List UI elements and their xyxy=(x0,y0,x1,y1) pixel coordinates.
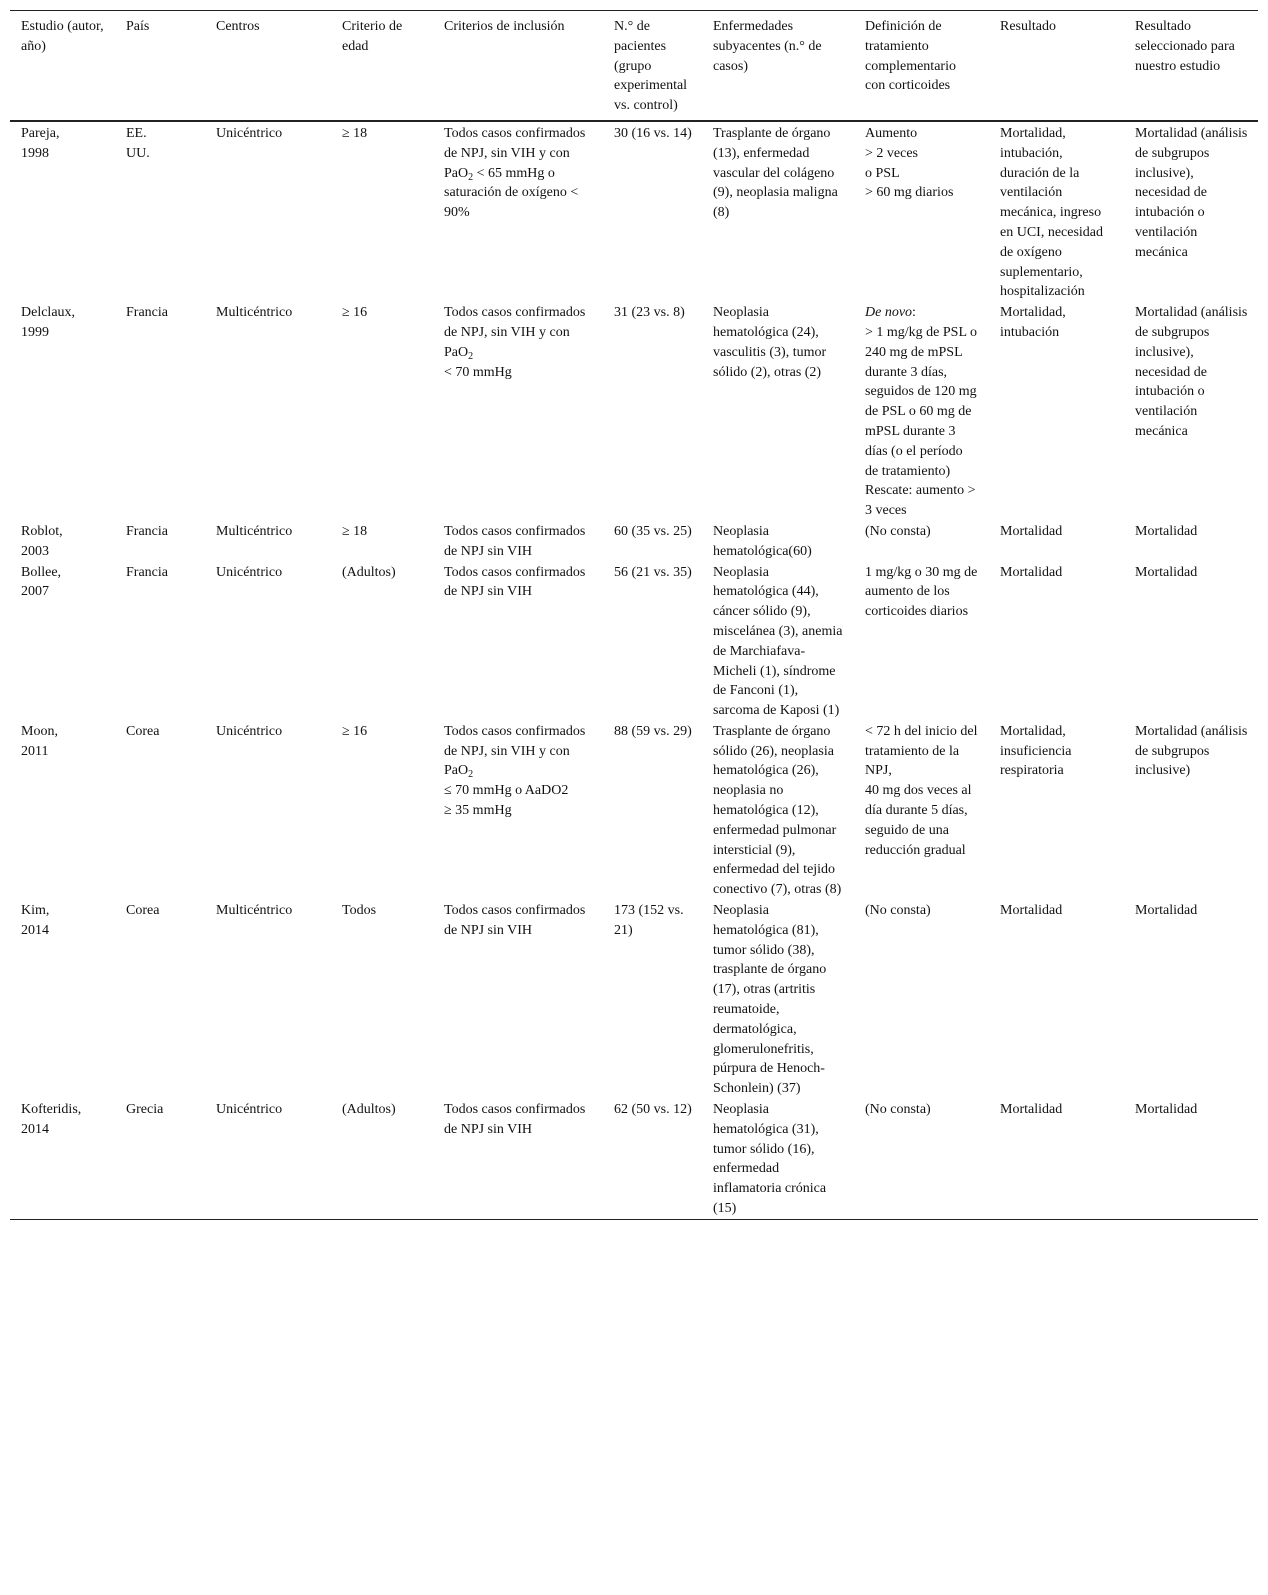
cell-age: Todos xyxy=(342,903,377,919)
header-age: Criterio de edad xyxy=(342,19,403,54)
cell-selected-outcome: Mortalidad (análisis de subgrupos inclusive) xyxy=(1135,723,1248,779)
cell-inclusion: Todos casos confirmados de NPJ, sin VIH y con PaO$_2$ < 65 mmHg o saturación de oxígeno < 90% xyxy=(444,125,586,221)
cell-centers: Unicéntrico xyxy=(216,564,283,580)
cell-outcome: Mortalidad, intubación, duración de la ventilación mecánica, ingreso en UCI, necesidad de oxígeno suplementario, hospitalización xyxy=(1000,125,1104,300)
cell-inclusion: Todos casos confirmados de NPJ, sin VIH y con PaO$_2$ ≤ 70 mmHg o AaDO2 ≥ 35 mmHg xyxy=(444,723,586,819)
cell-patients: 60 (35 vs. 25) xyxy=(614,523,692,539)
cell-country: Corea xyxy=(126,903,160,919)
cell-centers: Multicéntrico xyxy=(216,903,293,919)
studies-table xyxy=(10,10,1258,1220)
cell-patients: 56 (21 vs. 35) xyxy=(614,564,692,580)
cell-treatment: Aumento > 2 veces o PSL > 60 mg diarios xyxy=(865,125,954,201)
cell-patients: 173 (152 vs. 21) xyxy=(614,903,684,938)
cell-selected-outcome: Mortalidad (análisis de subgrupos inclusive), necesidad de intubación o ventilación mecánica xyxy=(1135,305,1248,439)
cell-selected-outcome: Mortalidad xyxy=(1135,564,1198,580)
cell-centers: Multicéntrico xyxy=(216,523,293,539)
cell-country: Francia xyxy=(126,305,168,321)
header-diseases: Enfermedades subyacentes (n.° de casos) xyxy=(713,19,822,74)
cell-outcome: Mortalidad, intubación xyxy=(1000,305,1066,340)
cell-study: Roblot, 2003 xyxy=(21,523,63,559)
cell-inclusion: Todos casos confirmados de NPJ sin VIH xyxy=(444,564,586,600)
cell-age: ≥ 16 xyxy=(342,305,368,321)
cell-country: Francia xyxy=(126,523,168,539)
cell-treatment: (No consta) xyxy=(865,523,931,539)
header-patients: N.° de pacientes (grupo experimental vs. control) xyxy=(614,19,688,114)
cell-diseases: Neoplasia hematológica (24), vasculitis (3), tumor sólido (2), otras (2) xyxy=(713,305,827,380)
cell-country: EE. UU. xyxy=(126,125,150,161)
cell-selected-outcome: Mortalidad xyxy=(1135,523,1198,539)
cell-study: Bollee, 2007 xyxy=(21,564,62,600)
cell-outcome: Mortalidad xyxy=(1000,564,1063,580)
cell-treatment: (No consta) xyxy=(865,1102,931,1118)
header-treatment: Definición de tratamiento complementario con corticoides xyxy=(865,19,956,94)
cell-study: Moon, 2011 xyxy=(21,723,58,759)
cell-diseases: Trasplante de órgano (13), enfermedad vascular del colágeno (9), neoplasia maligna (8) xyxy=(713,125,838,221)
cell-treatment: (No consta) xyxy=(865,903,931,919)
header-centers: Centros xyxy=(216,19,260,34)
cell-age: ≥ 18 xyxy=(342,125,368,141)
cell-age: ≥ 18 xyxy=(342,523,368,539)
cell-country: Grecia xyxy=(126,1102,164,1118)
cell-centers: Unicéntrico xyxy=(216,125,283,141)
table-header-row xyxy=(10,11,1258,121)
cell-age: ≥ 16 xyxy=(342,723,368,739)
cell-age: (Adultos) xyxy=(342,564,396,580)
cell-age: (Adultos) xyxy=(342,1102,396,1118)
cell-patients: 31 (23 vs. 8) xyxy=(614,305,685,321)
table-row xyxy=(10,1099,1258,1219)
cell-inclusion: Todos casos confirmados de NPJ sin VIH xyxy=(444,903,586,938)
cell-study: Kim, 2014 xyxy=(21,903,50,938)
cell-selected-outcome: Mortalidad xyxy=(1135,903,1198,919)
cell-diseases: Neoplasia hematológica (81), tumor sólido (38), trasplante de órgano (17), otras (artritis reumatoide, dermatológica, glomerulonefritis, púrpura de Henoch-Schonlein) (37) xyxy=(713,903,827,1097)
cell-diseases: Neoplasia hematológica(60) xyxy=(713,523,812,559)
table-row xyxy=(10,562,1258,721)
table-body xyxy=(10,121,1258,1219)
cell-diseases: Neoplasia hematológica (31), tumor sólido (16), enfermedad inflamatoria crónica (15) xyxy=(713,1102,827,1217)
cell-patients: 30 (16 vs. 14) xyxy=(614,125,692,141)
cell-centers: Unicéntrico xyxy=(216,1102,283,1118)
cell-inclusion: Todos casos confirmados de NPJ sin VIH xyxy=(444,523,586,559)
cell-outcome: Mortalidad, insuficiencia respiratoria xyxy=(1000,723,1072,779)
cell-selected-outcome: Mortalidad (análisis de subgrupos inclusive), necesidad de intubación o ventilación mecánica xyxy=(1135,125,1248,260)
header-country: País xyxy=(126,19,150,34)
cell-country: Francia xyxy=(126,564,168,580)
cell-inclusion: Todos casos confirmados de NPJ, sin VIH y con PaO$_2$ < 70 mmHg xyxy=(444,305,586,380)
table-row xyxy=(10,900,1258,1099)
cell-patients: 88 (59 vs. 29) xyxy=(614,723,692,739)
header-selected-outcome: Resultado seleccionado para nuestro estudio xyxy=(1135,19,1235,74)
cell-diseases: Neoplasia hematológica (44), cáncer sólido (9), miscelánea (3), anemia de Marchiafava-Micheli (1), síndrome de Fanconi (1), sarcoma de Kaposi (1) xyxy=(713,564,843,719)
table-row xyxy=(10,721,1258,900)
cell-study: Pareja, 1998 xyxy=(21,125,60,161)
cell-outcome: Mortalidad xyxy=(1000,523,1063,539)
table-row xyxy=(10,521,1258,562)
table-row xyxy=(10,302,1258,521)
cell-inclusion: Todos casos confirmados de NPJ sin VIH xyxy=(444,1102,586,1137)
cell-study: Kofteridis, 2014 xyxy=(21,1102,82,1137)
cell-study: Delclaux, 1999 xyxy=(21,305,76,340)
cell-country: Corea xyxy=(126,723,160,739)
cell-outcome: Mortalidad xyxy=(1000,903,1063,919)
cell-treatment: < 72 h del inicio del tratamiento de la NPJ, 40 mg dos veces al día durante 5 días, seguido de una reducción gradual xyxy=(865,723,978,858)
cell-outcome: Mortalidad xyxy=(1000,1102,1063,1118)
header-outcome: Resultado xyxy=(1000,19,1056,34)
cell-centers: Multicéntrico xyxy=(216,305,293,321)
cell-patients: 62 (50 vs. 12) xyxy=(614,1102,692,1118)
header-study: Estudio (autor, año) xyxy=(21,19,104,54)
header-inclusion: Criterios de inclusión xyxy=(444,19,565,34)
cell-diseases: Trasplante de órgano sólido (26), neoplasia hematológica (26), neoplasia no hematológica (12), enfermedad pulmonar intersticial (9), enfermedad del tejido conectivo (7), otras (8) xyxy=(713,723,842,898)
cell-centers: Unicéntrico xyxy=(216,723,283,739)
cell-selected-outcome: Mortalidad xyxy=(1135,1102,1198,1118)
table-row xyxy=(10,121,1258,302)
cell-treatment: De novo: > 1 mg/kg de PSL o 240 mg de mPSL durante 3 días, seguidos de 120 mg de PSL o 60 mg de mPSL durante 3 días (o el período de tratamiento) Rescate: aumento > 3 veces xyxy=(865,305,977,519)
cell-treatment: 1 mg/kg o 30 mg de aumento de los corticoides diarios xyxy=(865,564,978,620)
